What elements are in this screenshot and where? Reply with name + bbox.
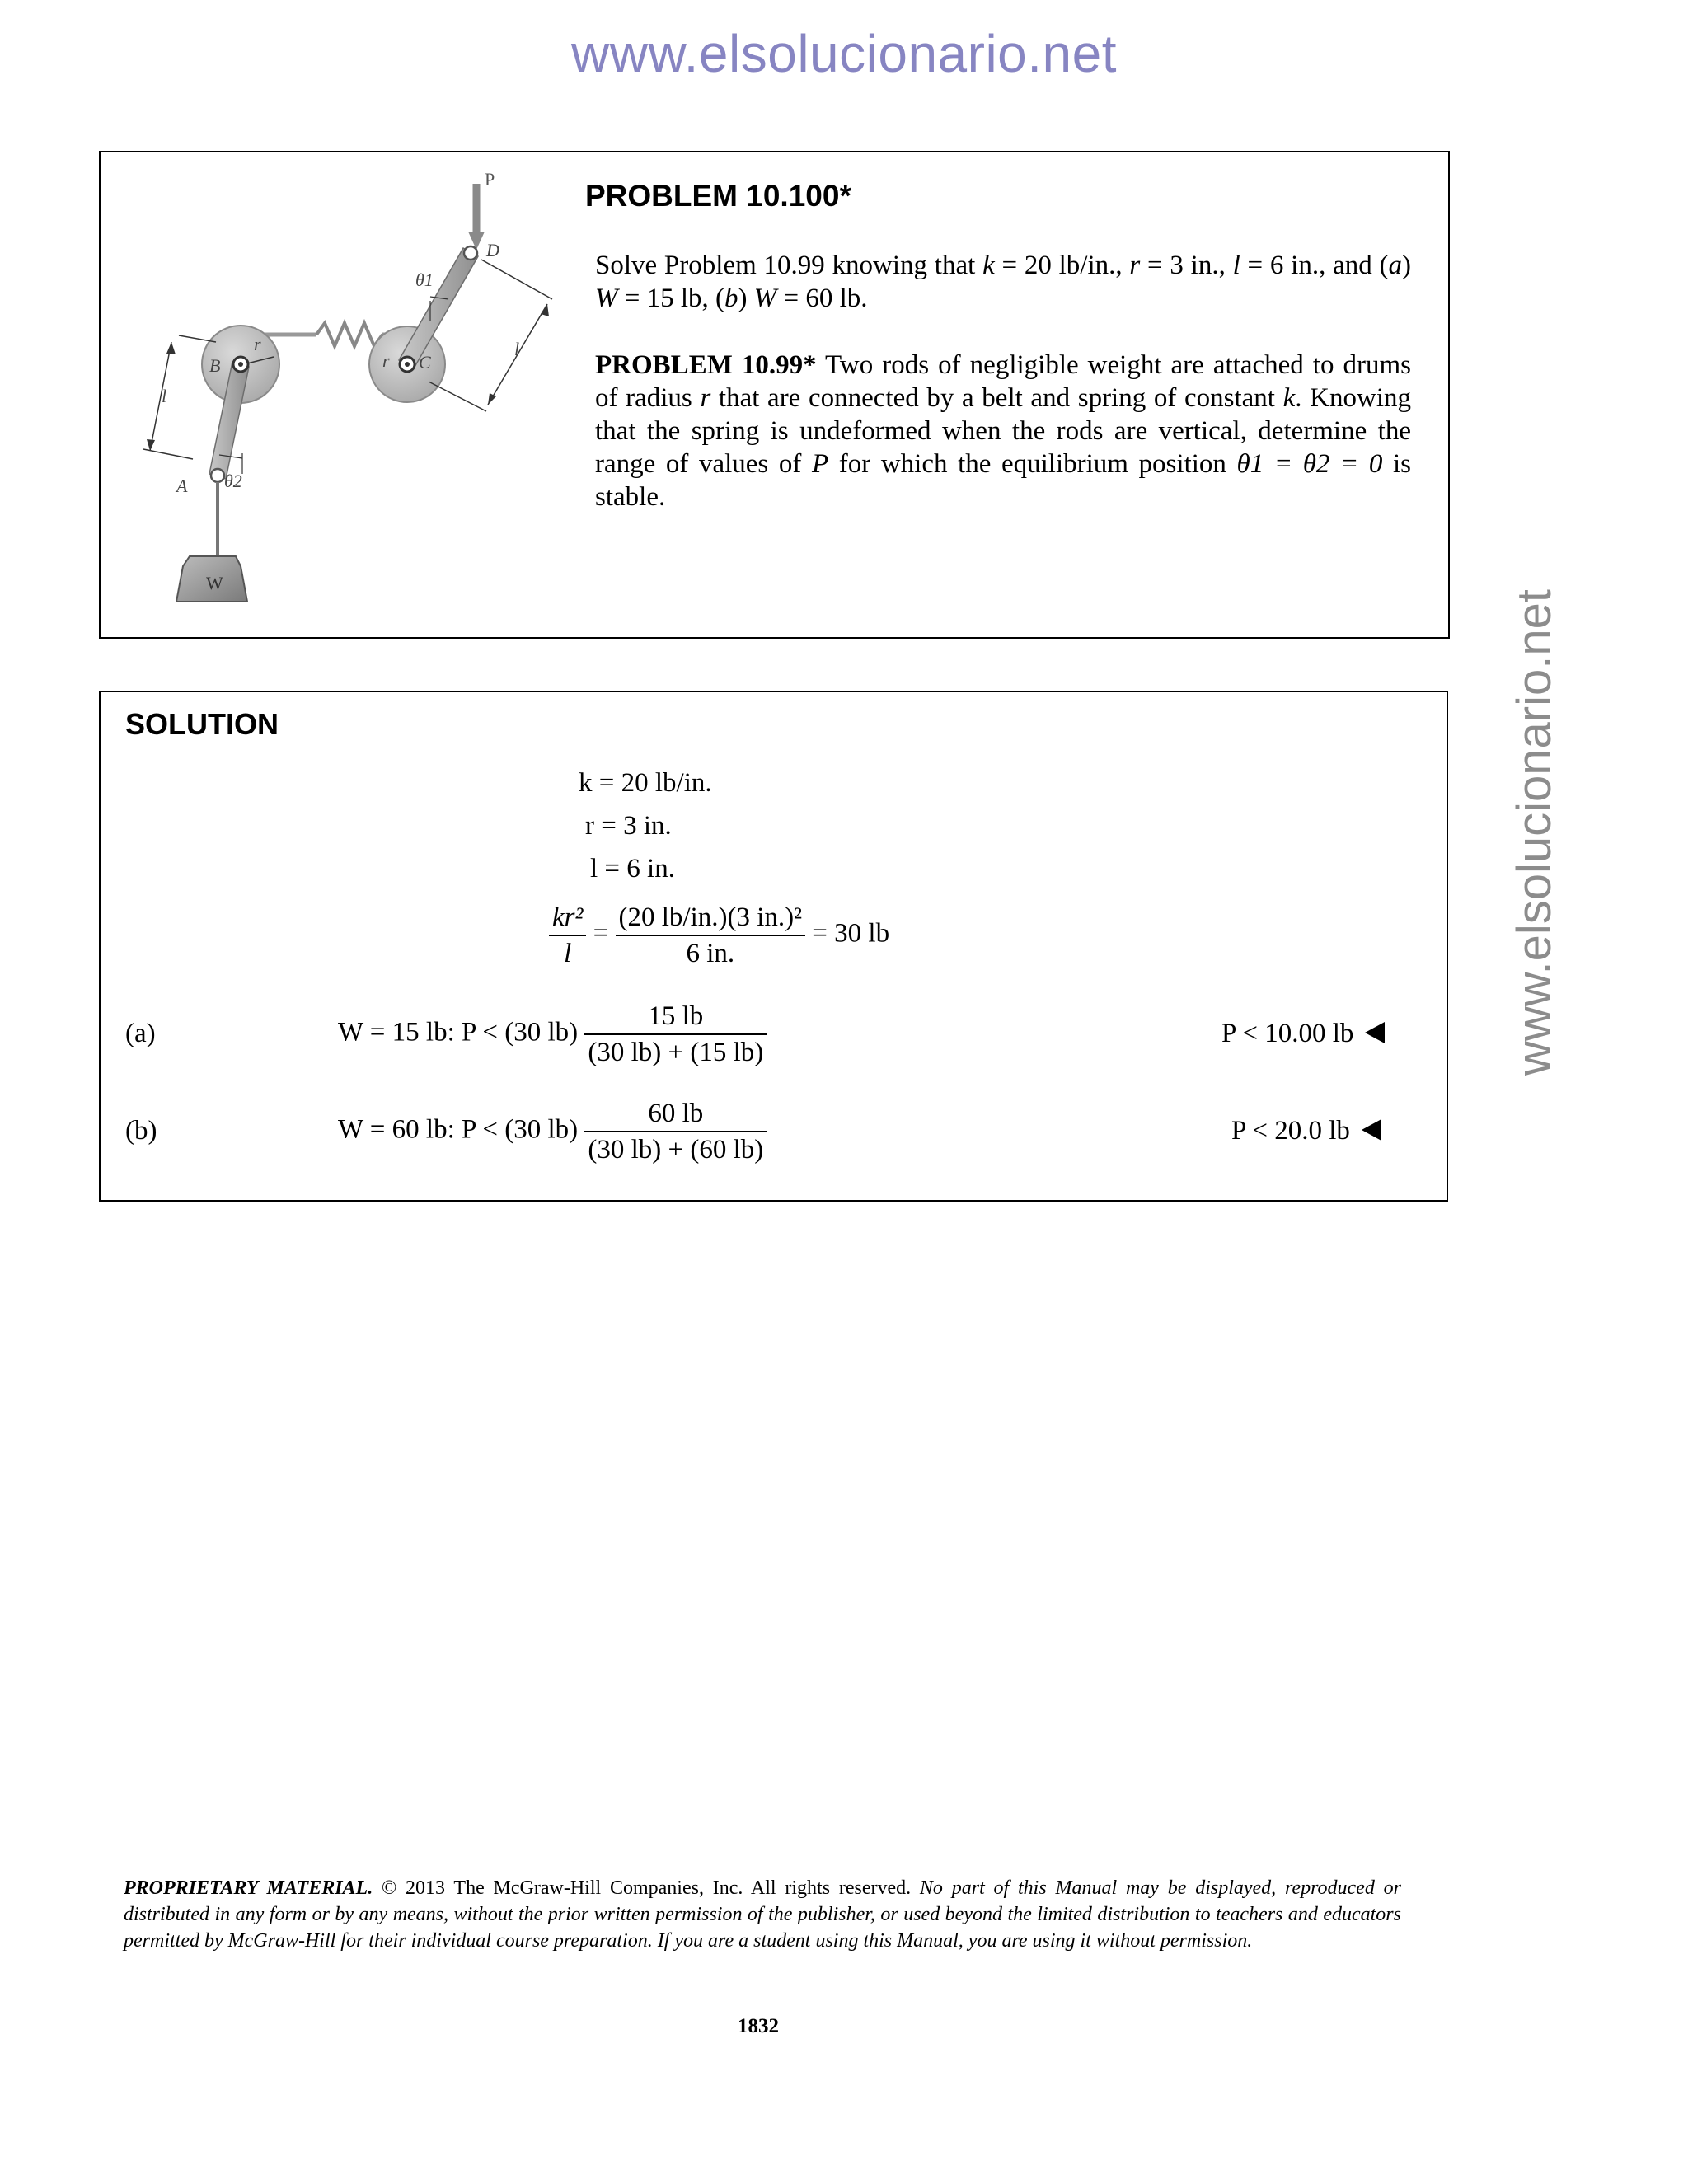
answer-marker-icon <box>1365 1022 1385 1043</box>
part-a-answer: P < 10.00 lb <box>1221 1019 1385 1049</box>
ratio-rhs-den: 6 in. <box>686 939 735 968</box>
label-r-right: r <box>382 350 390 371</box>
part-b-answer: P < 20.0 lb <box>1231 1116 1381 1146</box>
label-b: B <box>209 355 221 376</box>
label-l-left: l <box>162 386 167 406</box>
force-p-arrow <box>468 184 485 250</box>
ratio-lhs-num: kr² <box>549 900 586 936</box>
label-a: A <box>176 476 188 496</box>
part-b-equation <box>338 1096 767 1167</box>
part-a-lead: W = 15 lb: P < (30 lb) <box>338 1017 579 1047</box>
ratio-rhs-num: (20 lb/in.)(3 in.)² <box>616 900 806 936</box>
page-number: 1832 <box>738 2015 779 2037</box>
label-theta1: θ1 <box>415 269 434 290</box>
referenced-problem: PROBLEM 10.99* Two rods of negligible weight are attached to drums of radius r that are connected by a belt and spring of constant k. Knowing that the spring is undeformed when the rods are vertical, determine the range of values of P for which the equilibrium position θ1 = θ2 = 0 is stable. <box>595 350 1412 512</box>
answer-marker-icon <box>1362 1119 1381 1141</box>
mechanism-figure <box>101 152 579 614</box>
problem-heading: PROBLEM 10.100* <box>585 179 851 213</box>
part-b-num: 60 lb <box>584 1096 767 1132</box>
label-theta2: θ2 <box>224 471 242 491</box>
watermark-top[interactable]: www.elsolucionario.net <box>571 24 1117 83</box>
label-d: D <box>486 240 499 260</box>
given-r: r = 3 in. <box>585 811 672 841</box>
pin-a <box>211 469 224 482</box>
label-w: W <box>206 573 223 593</box>
ratio-lhs-den: l <box>564 939 572 968</box>
solution-heading: SOLUTION <box>125 707 279 741</box>
problem-statement: Solve Problem 10.99 knowing that k = 20 lb/in., r = 3 in., l = 6 in., and (a) W = 15 lb, (b) W = 60 lb. <box>595 251 1412 313</box>
problem-box <box>99 151 1450 639</box>
solution-box <box>99 691 1448 1202</box>
pin-d <box>464 246 477 260</box>
part-a-label: (a) <box>125 1019 156 1048</box>
spring <box>316 323 382 346</box>
label-l-right: l <box>514 339 520 359</box>
part-a-num: 15 lb <box>584 999 767 1035</box>
part-b-lead: W = 60 lb: P < (30 lb) <box>338 1114 579 1145</box>
copyright-footer: PROPRIETARY MATERIAL. © 2013 The McGraw-Hill Companies, Inc. All rights reserved. No part of this Manual may be displayed, reproduced or distributed in any form or by any means, without the prior written permission of the publisher, or used beyond the limited distribution to teachers and educators permitted by McGraw-Hill for their individual course preparation. If you are a student using this Manual, you are using it without permission. <box>124 1877 1401 1952</box>
given-k: k = 20 lb/in. <box>579 768 712 798</box>
part-b-label: (b) <box>125 1116 157 1146</box>
part-a-den: (30 lb) + (15 lb) <box>588 1038 764 1067</box>
ratio-equation: $\frac{\text{kr²}}{l}$ = $\frac{\text{(20 lb/in.)(3 in.)²}}{6 in.}$ = 30 lb <box>549 900 889 971</box>
part-b-den: (30 lb) + (60 lb) <box>588 1135 764 1165</box>
ratio-result: = 30 lb <box>812 918 890 949</box>
label-r-left: r <box>254 334 261 354</box>
label-c: C <box>419 352 431 373</box>
watermark-side: www.elsolucionario.net <box>1507 589 1561 1076</box>
part-a-equation <box>338 999 767 1070</box>
label-p: P <box>485 169 495 190</box>
given-l: l = 6 in. <box>590 854 675 883</box>
